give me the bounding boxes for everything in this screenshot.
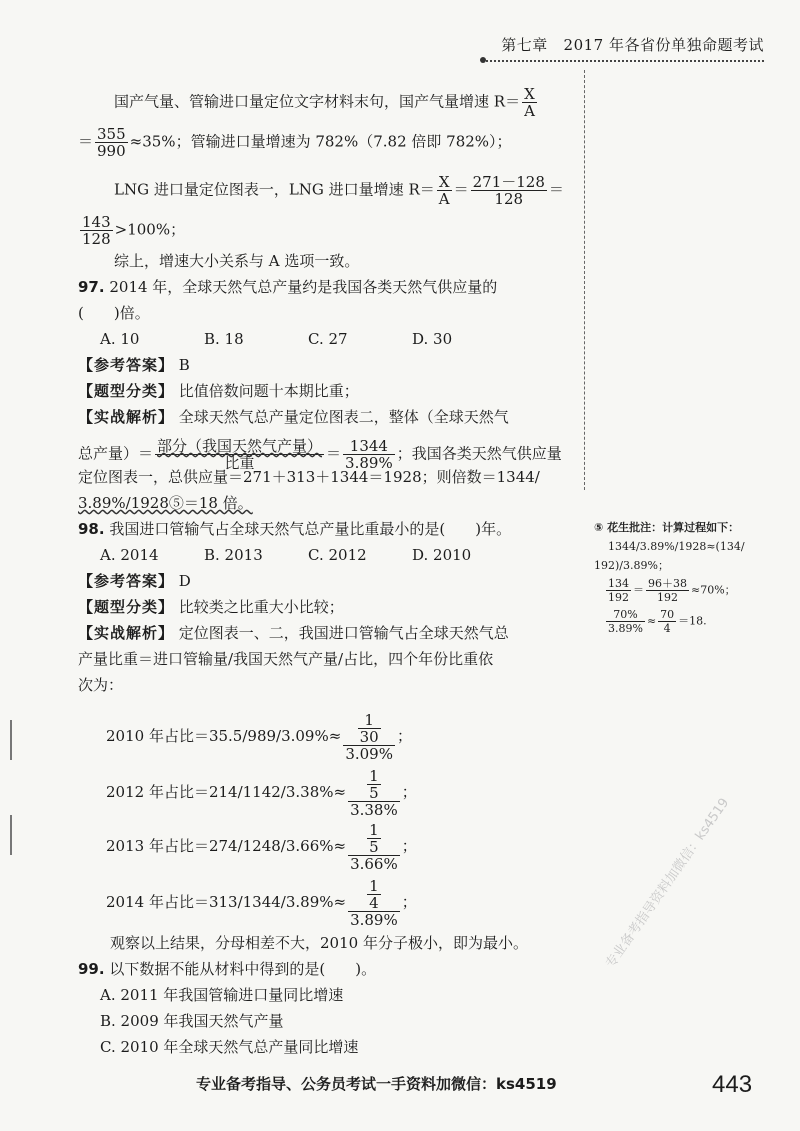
ratio-row: 2010 年占比＝35.5/989/3.09%≈ $\frac{\frac{1}{30}}{3.09\%}$ ； [106, 711, 412, 763]
fraction: $\frac{\frac{1}{30}}{3.09\%}$ [345, 711, 393, 763]
fraction: $\frac{1344}{3.89\%}$ [345, 437, 393, 472]
annotation-title: ⑤ 花生批注：计算过程如下： [594, 521, 740, 534]
fraction: $\frac{X}{A}$ [438, 173, 450, 208]
fraction: $\frac{143}{128}$ [82, 213, 111, 248]
fraction: $\frac{\frac{1}{5}}{3.38\%}$ [350, 767, 398, 819]
option: A. 10 [100, 330, 140, 348]
answer-line: 【参考答案】 B [78, 356, 190, 374]
fraction: $\frac{271-128}{128}$ [472, 173, 545, 208]
option: B. 18 [204, 330, 244, 348]
text-line: 次为： [78, 676, 124, 694]
footer-note: 专业备考指导、公务员考试一手资料加微信：ks4519 [196, 1075, 557, 1093]
text-line: 产量比重＝进口管输量/我国天然气产量/占比，四个年份比重依 [78, 650, 494, 668]
question-99: 99. 以下数据不能从材料中得到的是( )。 [78, 960, 377, 978]
text-line: ( )倍。 [78, 304, 150, 322]
header-rule [486, 60, 764, 62]
fraction: $\frac{355}{990}$ [97, 125, 126, 160]
option: B. 2013 [204, 546, 263, 564]
side-annotation [594, 518, 774, 635]
option: D. 2010 [412, 546, 472, 564]
column-divider [584, 70, 585, 490]
fraction: $\frac{X}{A}$ [524, 85, 535, 120]
type-line: 【题型分类】 比较类之比重大小比较； [78, 598, 344, 616]
ratio-row: 2013 年占比＝274/1248/3.66%≈ $\frac{\frac{1}{5}}{3.66\%}$ ； [106, 821, 417, 873]
option-row [100, 542, 516, 568]
header-title: 2017 年各省份单独命题考试 [563, 36, 764, 54]
analysis-line: 【实战解析】 定位图表一、二，我国进口管输气占全球天然气总 [78, 624, 509, 642]
text-line: 观察以上结果，分母相差不大，2010 年分子极小，即为最小。 [110, 934, 528, 952]
option: D. 30 [412, 330, 453, 348]
ratio-row: 2014 年占比＝313/1344/3.89%≈ $\frac{\frac{1}{4}}{3.89\%}$ ； [106, 877, 417, 929]
annotation-line: 192)/3.89%； [594, 559, 669, 572]
ratio-row: 2012 年占比＝214/1142/3.38%≈ $\frac{\frac{1}{5}}{3.38\%}$ ； [106, 767, 417, 819]
option: C. 27 [308, 330, 348, 348]
watermark: 专业备考指导资料加微信：ks4519 [603, 795, 733, 971]
fraction: $\frac{\text{部分（我国天然气产量）}}{\text{比重}}$ [157, 437, 323, 472]
text-line: 国产气量、管输进口量定位文字材料末句，国产气量增速 R＝ $\frac{X}{A}$ [114, 85, 535, 120]
text-line: LNG 进口量定位图表一，LNG 进口量增速 R＝ $\frac{X}{A}$ ＝ $\frac{271-128}{128}$ ＝ [114, 173, 564, 208]
running-header [501, 34, 764, 55]
option: C. 2010 年全球天然气总产量同比增速 [100, 1038, 359, 1056]
option-row [100, 326, 516, 352]
answer-line: 【参考答案】 D [78, 572, 191, 590]
option: B. 2009 年我国天然气产量 [100, 1012, 284, 1030]
annotation-line: $\frac{134}{192}$ ＝ $\frac{96+38}{192}$ ≈70%； [608, 577, 736, 604]
question-number: 98. [78, 520, 105, 538]
question-number: 97. [78, 278, 105, 296]
text-line: 综上，增速大小关系与 A 选项一致。 [114, 252, 360, 270]
margin-mark [10, 720, 12, 760]
question-97: 97. 2014 年，全球天然气总产量约是我国各类天然气供应量的 [78, 278, 498, 296]
annotation-line: $\frac{70\%}{3.89\%}$ ≈ $\frac{70}{4}$ ＝18. [608, 608, 707, 635]
question-number: 99. [78, 960, 105, 978]
option: C. 2012 [308, 546, 367, 564]
option: A. 2011 年我国管输进口量同比增速 [100, 986, 344, 1004]
annotation-line: 1344/3.89%/1928≈(134/ [608, 540, 745, 553]
text-line: ＝ $\frac{355}{990}$ ≈35%；管输进口量增速为 782%（7.82 倍即 782%）； [78, 125, 512, 160]
text-line: 定位图表一，总供应量＝271＋313＋1344＝1928；则倍数＝1344/ [78, 468, 540, 486]
chapter-label: 第七章 [501, 36, 548, 54]
text-line: $\frac{143}{128}$ >100%； [82, 213, 186, 248]
type-line: 【题型分类】 比值倍数问题十本期比重； [78, 382, 359, 400]
margin-mark [10, 815, 12, 855]
analysis-line: 【实战解析】 全球天然气总产量定位图表二，整体（全球天然气 [78, 408, 509, 426]
fraction: $\frac{\frac{1}{5}}{3.66\%}$ [350, 821, 398, 873]
fraction: $\frac{\frac{1}{4}}{3.89\%}$ [350, 877, 398, 929]
text-line: 总产量）＝ $\frac{\text{部分（我国天然气产量）}}{\text{比重}}$ ＝ $\frac{1344}{3.89\%}$ ；我国各类天然气供应量 [78, 437, 562, 472]
text-line: 3.89%/1928⑤＝18 倍。 [78, 494, 253, 512]
page-number: 443 [712, 1071, 753, 1098]
option: A. 2014 [100, 546, 159, 564]
question-98: 98. 我国进口管输气占全球天然气总产量比重最小的是( )年。 [78, 520, 512, 538]
